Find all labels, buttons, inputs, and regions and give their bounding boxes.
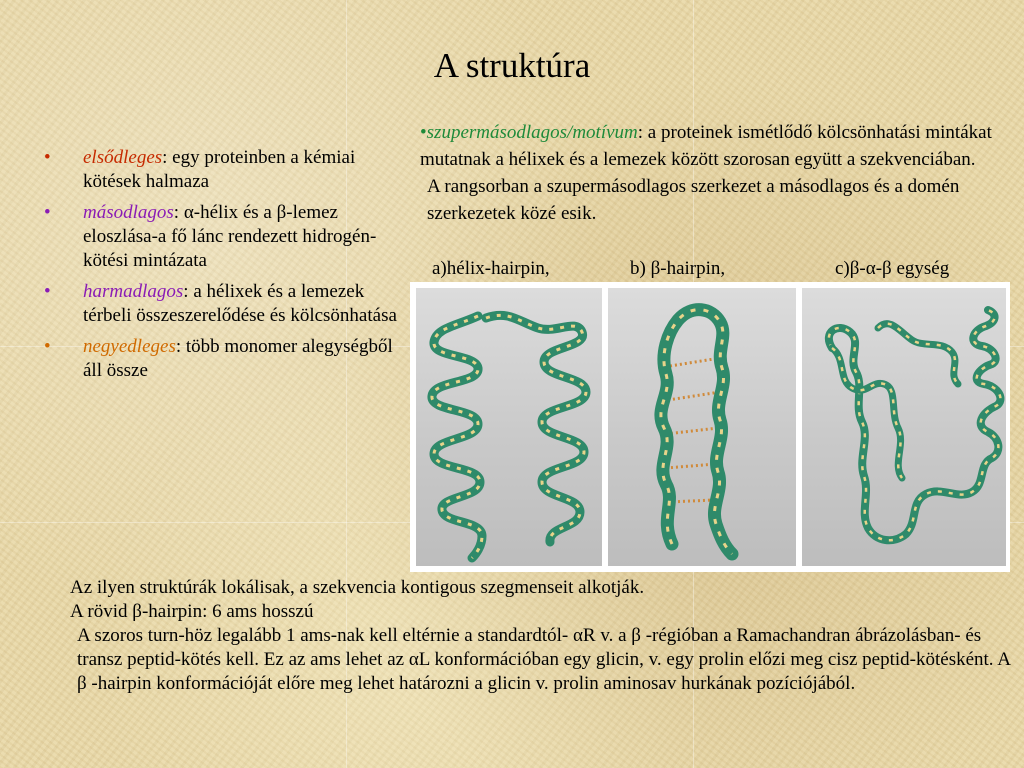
caption-beta-hairpin: b) β-hairpin,: [630, 258, 726, 279]
turn-conformation-note: A szoros turn-höz legalább 1 ams-nak kell eltérnie a standardtól- αR v. a β -régióban a Ramachandran ábrázolásban- és transz peptid-kötés kell. Ez az ams lehet az αL konformációban egy glicin, v. egy prolin előzi meg cisz peptid-kötésként. A β -hairpin konformációját előre meg lehet határozni a glicin v. prolin aminosav hurkának pozíciójából.: [77, 625, 1010, 694]
hierarchy-note: A rangsorban a szupermásodlagos szerkezet a másodlagos és a domén szerkezetek közé esik.: [427, 176, 960, 224]
caption-helix-hairpin: a)hélix-hairpin,: [432, 258, 550, 279]
bullet-dot: •: [44, 336, 51, 357]
definition-tertiary: : a hélixek és a lemezek térbeli összeszerelődése és kölcsönhatása: [83, 281, 397, 326]
motif-figure: [410, 282, 1010, 572]
bullet-dot: •: [44, 202, 51, 223]
helix-hairpin-image: [416, 288, 602, 566]
structure-levels-list: [44, 146, 399, 390]
bullet-dot: •: [44, 147, 51, 168]
bullet-dot: •: [44, 281, 51, 302]
locality-note: Az ilyen struktúrák lokálisak, a szekvencia kontigous szegmenseit alkotják.: [70, 577, 645, 598]
slide-title: A struktúra: [433, 46, 591, 85]
supersecondary-description: [420, 119, 1000, 227]
hairpin-length-note: A rövid β-hairpin: 6 ams hosszú: [70, 601, 314, 622]
beta-alpha-beta-image: [802, 288, 1006, 566]
explanation-text: [70, 576, 1015, 696]
term-secondary: másodlagos: [83, 202, 174, 223]
bullet-dot: •: [420, 122, 427, 143]
supersecondary-intro: : a proteinek ismétlődő kölcsönhatási mintákat mutatnak a hélixek és a lemezek között szorosan együtt a szekvenciában.: [420, 122, 992, 170]
list-item: [44, 201, 399, 273]
caption-beta-alpha-beta: c)β-α-β egység: [835, 258, 950, 279]
beta-hairpin-image: [608, 288, 796, 566]
term-quaternary: negyedleges: [83, 336, 176, 357]
definition-primary: : egy proteinben a kémiai kötések halmaza: [83, 147, 356, 192]
list-item: [44, 335, 399, 383]
figure-captions: [420, 255, 1020, 282]
definition-quaternary: : több monomer alegységből áll össze: [83, 336, 393, 381]
list-item: [44, 280, 399, 328]
list-item: [44, 146, 399, 194]
term-primary: elsődleges: [83, 147, 163, 168]
definition-secondary: : α-hélix és a β-lemez eloszlása-a fő lánc rendezett hidrogén-kötési mintázata: [83, 202, 377, 271]
supersecondary-definition: [420, 119, 1000, 173]
term-tertiary: harmadlagos: [83, 281, 184, 302]
term-supersecondary: szupermásodlagos/motívum: [426, 122, 638, 143]
